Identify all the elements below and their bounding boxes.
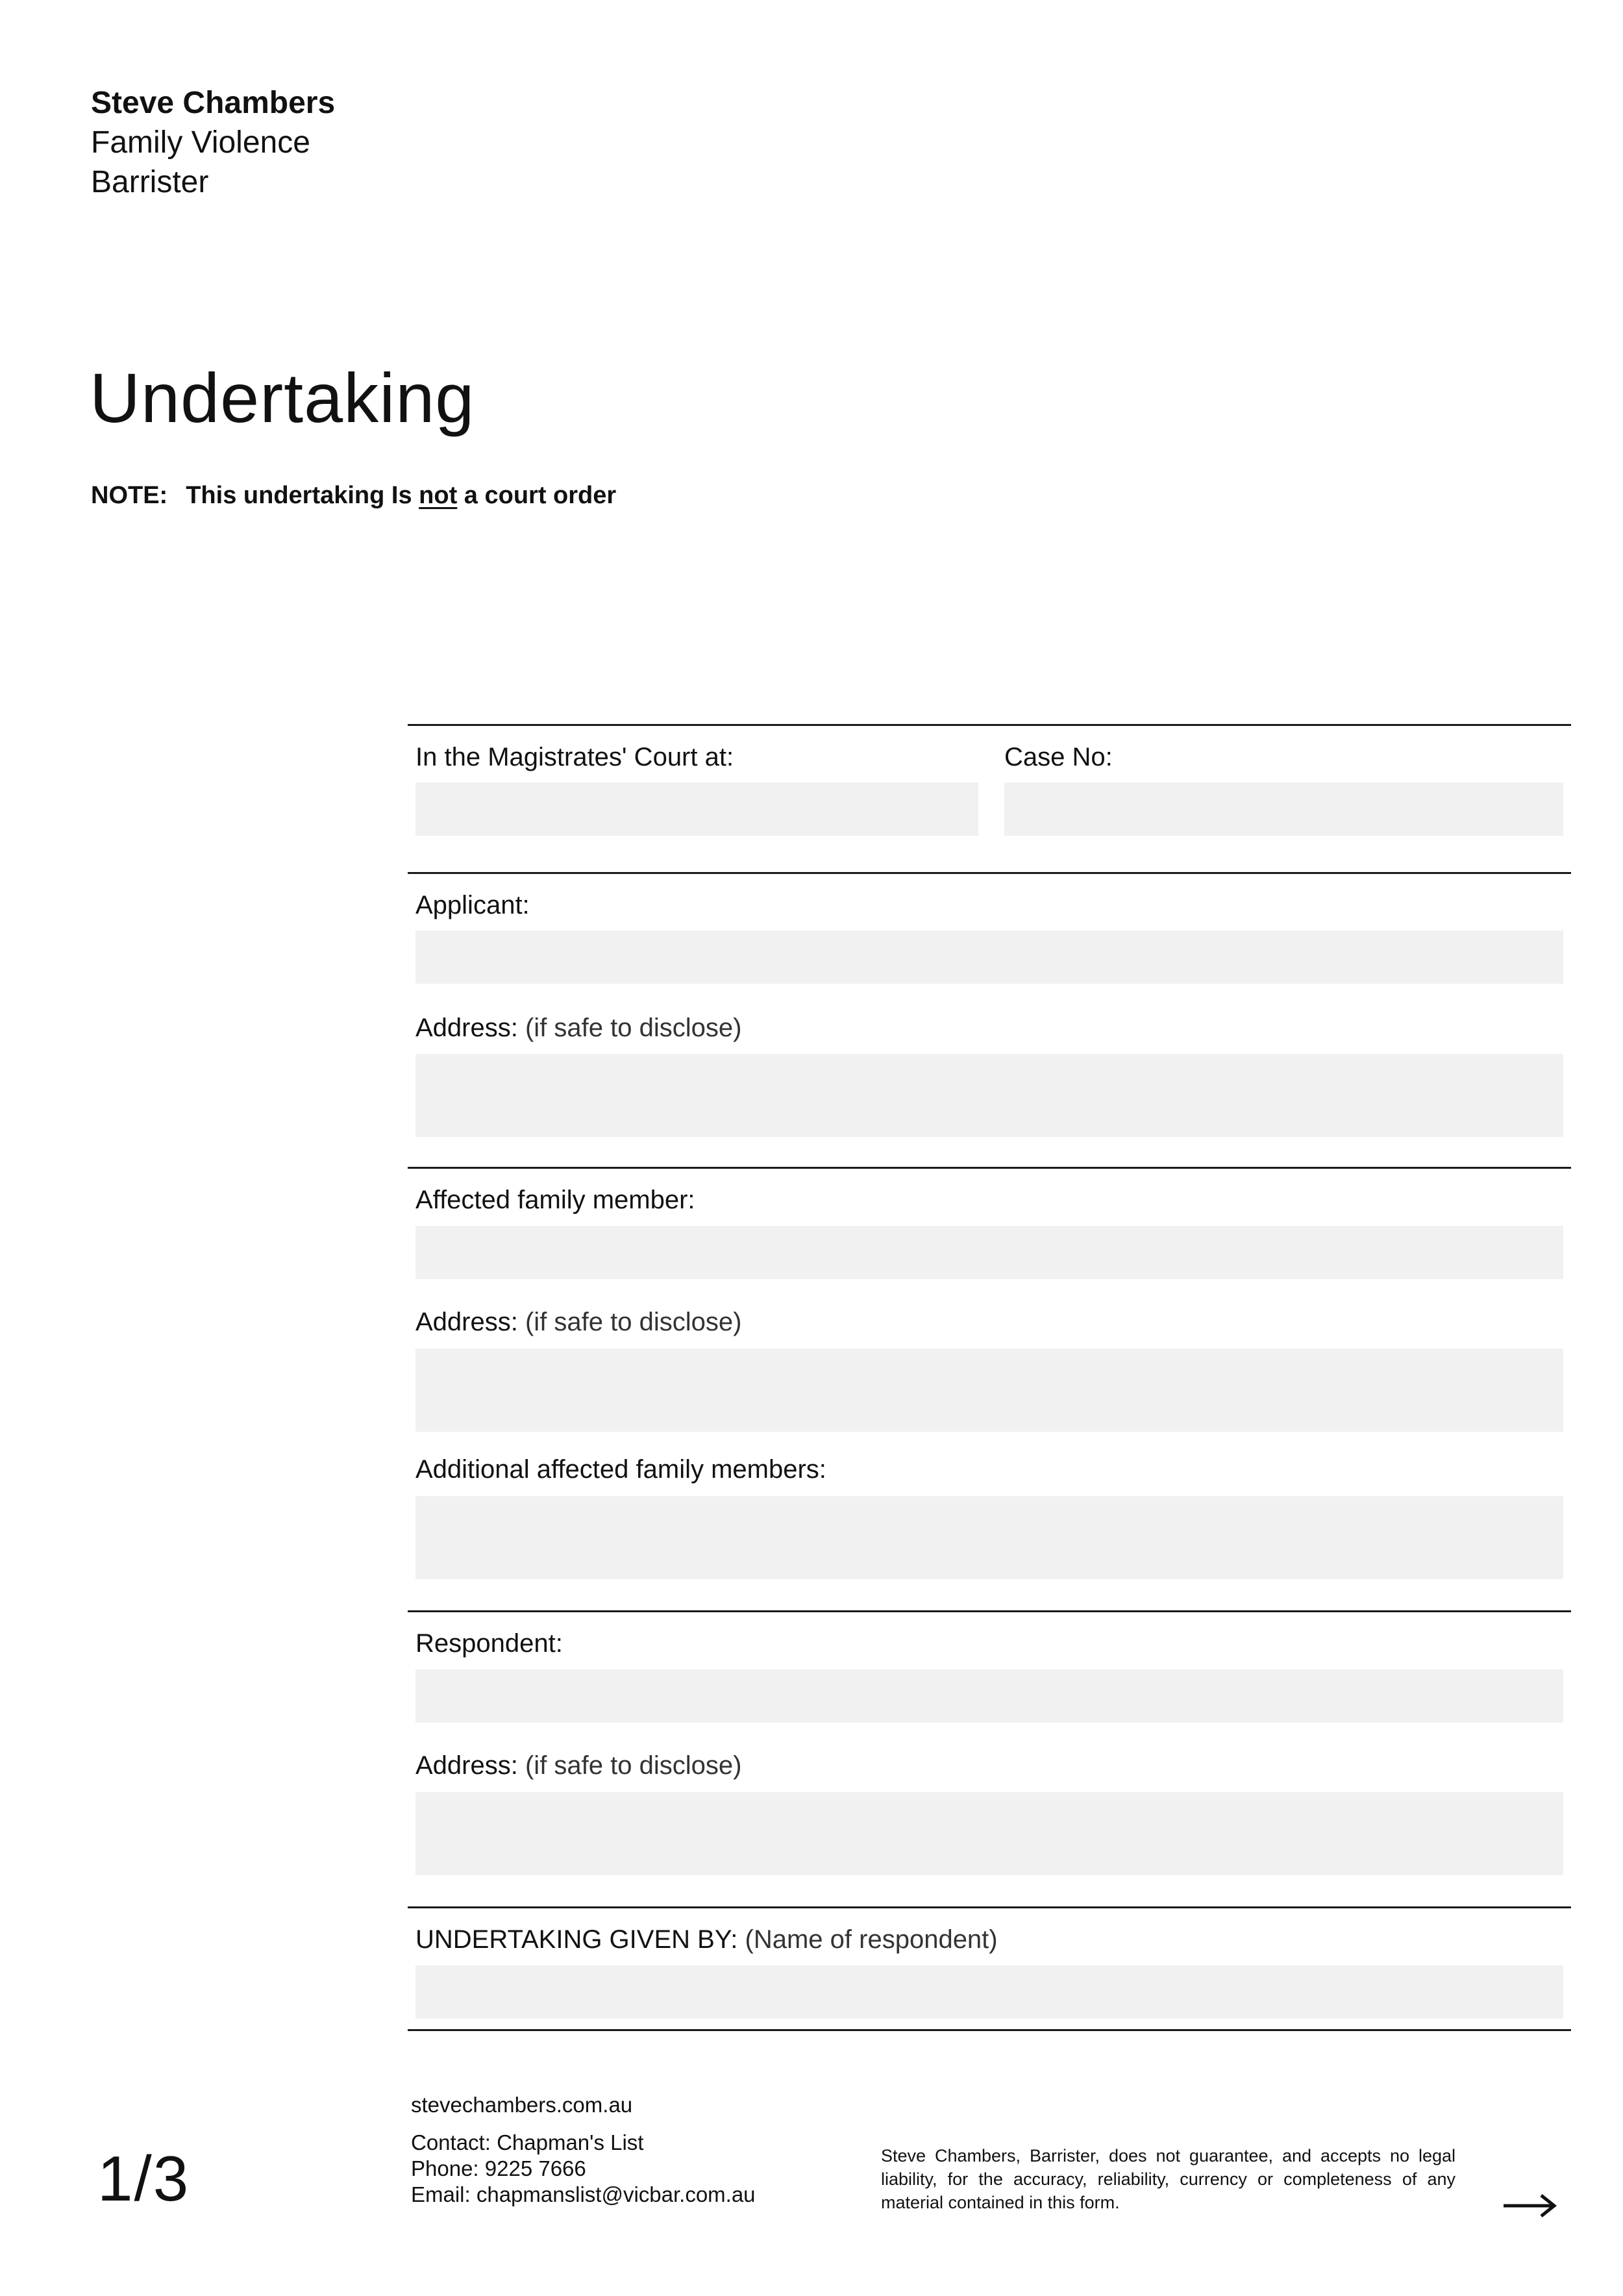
affected-address-label: Address: (if safe to disclose) <box>415 1308 742 1336</box>
address-hint: (if safe to disclose) <box>525 1014 742 1042</box>
note-emphasis: not <box>419 482 458 509</box>
undertaking-given-field[interactable] <box>415 1965 1563 2019</box>
note <box>91 479 616 512</box>
divider <box>408 872 1571 874</box>
disclaimer: Steve Chambers, Barrister, does not guarantee, and accepts no legal liability, for the accuracy, reliability, currency or completeness of any material contained in this form. <box>881 2146 1456 2212</box>
applicant-field[interactable] <box>415 930 1563 984</box>
page-title: Undertaking <box>90 358 475 437</box>
undertaking-given-hint: (Name of respondent) <box>745 1925 998 1954</box>
divider <box>408 1906 1571 1908</box>
address-hint: (if safe to disclose) <box>525 1308 742 1336</box>
affected-field[interactable] <box>415 1226 1563 1279</box>
respondent-address-field[interactable] <box>415 1792 1563 1875</box>
respondent-address-label: Address: (if safe to disclose) <box>415 1751 742 1780</box>
footer-contact <box>411 2130 756 2208</box>
page-number: 1/3 <box>97 2143 190 2214</box>
additional-affected-label: Additional affected family members: <box>415 1455 826 1484</box>
applicant-address-field[interactable] <box>415 1054 1563 1137</box>
brand-subtitle-line1: Family Violence <box>91 125 310 160</box>
divider <box>408 1610 1571 1612</box>
brand-subtitle-line2: Barrister <box>91 165 209 199</box>
court-label: In the Magistrates' Court at: <box>415 743 734 771</box>
contact-line: Contact: Chapman's List <box>411 2130 644 2154</box>
note-text-before: This undertaking Is <box>186 482 419 509</box>
note-label: NOTE: <box>91 482 168 509</box>
undertaking-given-label: UNDERTAKING GIVEN BY: (Name of respondent) <box>415 1925 998 1954</box>
affected-label: Affected family member: <box>415 1186 695 1214</box>
phone-line: Phone: 9225 7666 <box>411 2156 586 2180</box>
brand-name: Steve Chambers <box>91 86 336 120</box>
case-no-label: Case No: <box>1004 743 1113 771</box>
brand-block <box>91 83 335 202</box>
email-link[interactable]: Email: chapmanslist@vicbar.com.au <box>411 2182 756 2206</box>
note-text-after: a court order <box>457 482 617 509</box>
applicant-address-label: Address: (if safe to disclose) <box>415 1014 742 1042</box>
website-link[interactable]: stevechambers.com.au <box>411 2093 633 2117</box>
divider <box>408 2029 1571 2031</box>
divider <box>408 1167 1571 1169</box>
arrow-right-icon-glyph <box>1502 2193 1557 2219</box>
arrow-right-icon[interactable] <box>1502 2175 1557 2227</box>
address-hint: (if safe to disclose) <box>525 1751 742 1780</box>
respondent-label: Respondent: <box>415 1629 563 1658</box>
affected-address-field[interactable] <box>415 1349 1563 1432</box>
respondent-field[interactable] <box>415 1669 1563 1723</box>
additional-affected-field[interactable] <box>415 1496 1563 1579</box>
applicant-label: Applicant: <box>415 891 530 919</box>
case-no-field[interactable] <box>1004 782 1563 836</box>
divider <box>408 724 1571 726</box>
court-field[interactable] <box>415 782 978 836</box>
